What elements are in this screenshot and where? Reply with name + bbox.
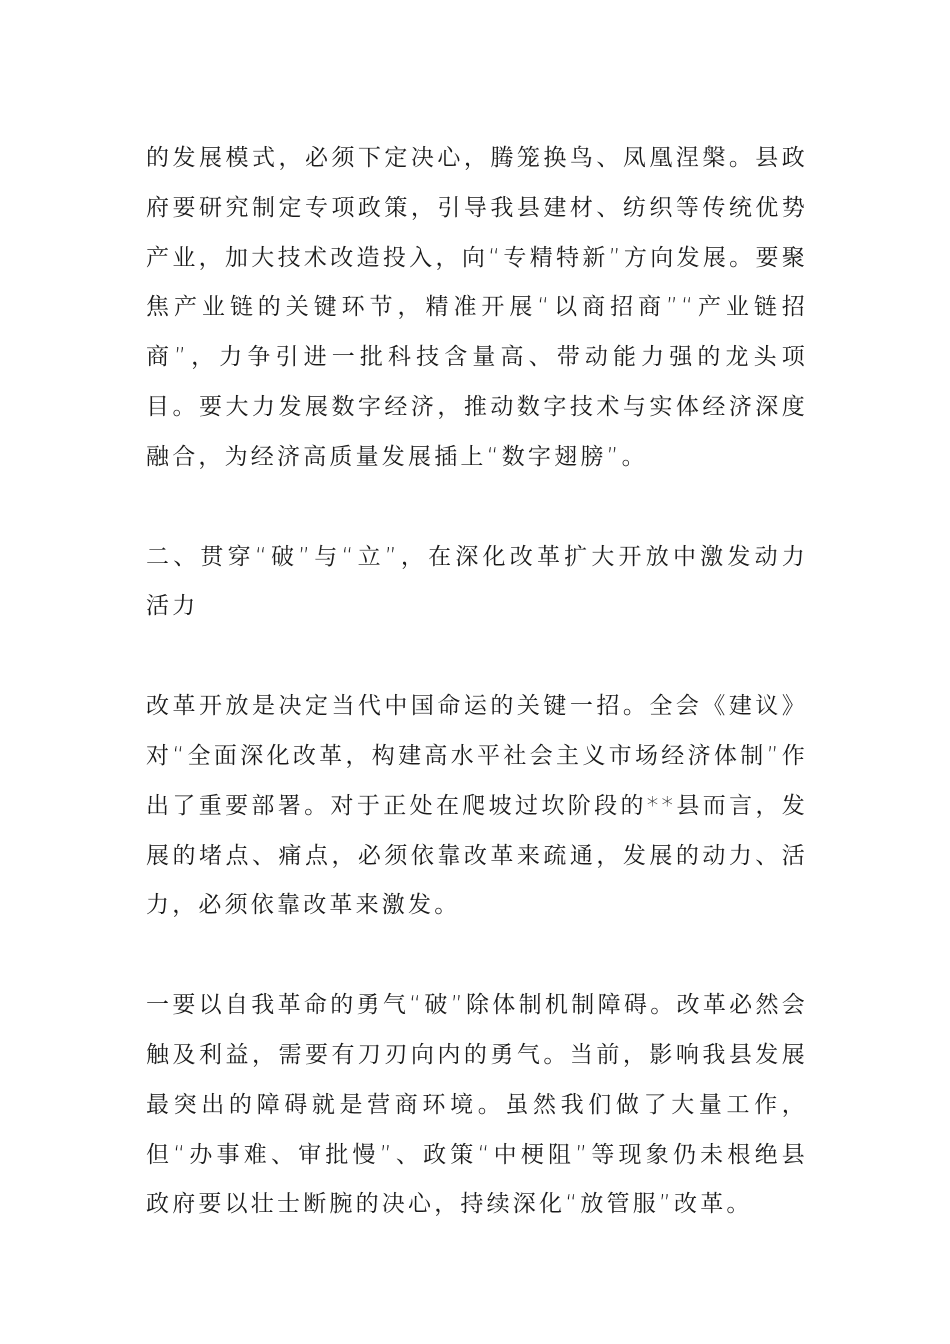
document-page	[146, 134, 808, 1230]
paragraph-gap	[146, 931, 808, 981]
body-paragraph: 的发展模式，必须下定决心，腾笼换鸟、凤凰涅槃。县政府要研究制定专项政策，引导我县建材、纺织等传统优势产业，加大技术改造投入，向“专精特新”方向发展。要聚焦产业链的关键环节，精准开展“以商招商”“产业链招商”，力争引进一批科技含量高、带动能力强的龙头项目。要大力发展数字经济，推动数字技术与实体经济深度融合，为经济高质量发展插上“数字翅膀”。	[146, 145, 808, 470]
section-heading: 二、贯穿“破”与“立”，在深化改革扩大开放中激发动力活力	[146, 543, 808, 620]
body-paragraph: 一要以自我革命的勇气“破”除体制机制障碍。改革必然会触及利益，需要有刀刃向内的勇气。当前，影响我县发展最突出的障碍就是营商环境。虽然我们做了大量工作，但“办事难、审批慢”、政策“中梗阻”等现象仍未根绝县政府要以壮士断腕的决心，持续深化“放管服”改革。	[146, 992, 808, 1218]
body-paragraph: 改革开放是决定当代中国命运的关键一招。全会《建议》对“全面深化改革，构建高水平社会主义市场经济体制”作出了重要部署。对于正处在爬坡过坎阶段的**县而言，发展的堵点、痛点，必须依靠改革来疏通，发展的动力、活力，必须依靠改革来激发。	[146, 693, 808, 919]
paragraph-gap	[146, 632, 808, 682]
paragraph-gap	[146, 483, 808, 533]
